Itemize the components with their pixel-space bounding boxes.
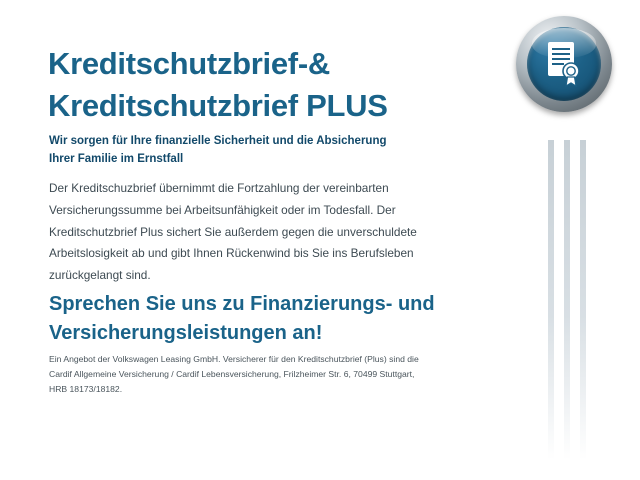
legal-disclaimer — [49, 352, 449, 397]
body-line-5: zurückgelangt sind. — [49, 268, 151, 283]
title-line-1: Kreditschutzbrief-& — [48, 45, 330, 81]
subtitle-line-2: Ihrer Familie im Ernstfall — [49, 152, 184, 165]
cta-line-1: Sprechen Sie uns zu Finanzierungs- und — [49, 293, 435, 315]
legal-line-3: HRB 18173/18182. — [49, 384, 123, 395]
body-line-3: Kreditschutzbrief Plus sichert Sie außerdem gegen die unverschuldete — [49, 224, 417, 239]
subtitle — [49, 133, 439, 169]
stripe-2 — [564, 140, 570, 460]
body-line-1: Der Kreditschuzbrief übernimmt die Fortzahlung der vereinbarten — [49, 181, 389, 195]
stripe-3 — [580, 140, 586, 460]
certificate-seal-icon — [516, 16, 612, 112]
body-line-4: Arbeitslosigkeit ab und gibt Ihnen Rückenwind bis Sie ins Berufsleben — [49, 246, 414, 261]
body-line-2: Versicherungssumme bei Arbeitsunfähigkeit oder im Todesfall. Der — [49, 202, 396, 217]
legal-line-1: Ein Angebot der Volkswagen Leasing GmbH. Versicherer für den Kreditschutzbrief (Plus) sind die — [49, 354, 419, 364]
stripe-1 — [548, 140, 554, 460]
legal-line-2: Cardif Allgemeine Versicherung / Cardif Lebensversicherung, Frilzheimer Str. 6, 70499 Stuttgart, — [49, 369, 415, 380]
cta-line-2: Versicherungsleistungen an! — [49, 322, 323, 344]
title-line-2: Kreditschutzbrief PLUS — [48, 87, 388, 123]
body-paragraph — [49, 178, 449, 287]
document-certificate-glyph — [542, 40, 586, 88]
call-to-action-heading — [49, 290, 469, 348]
subtitle-line-1: Wir sorgen für Ihre finanzielle Sicherheit und die Absicherung — [49, 135, 387, 147]
page-title — [48, 43, 478, 127]
decorative-stripes — [542, 140, 612, 460]
